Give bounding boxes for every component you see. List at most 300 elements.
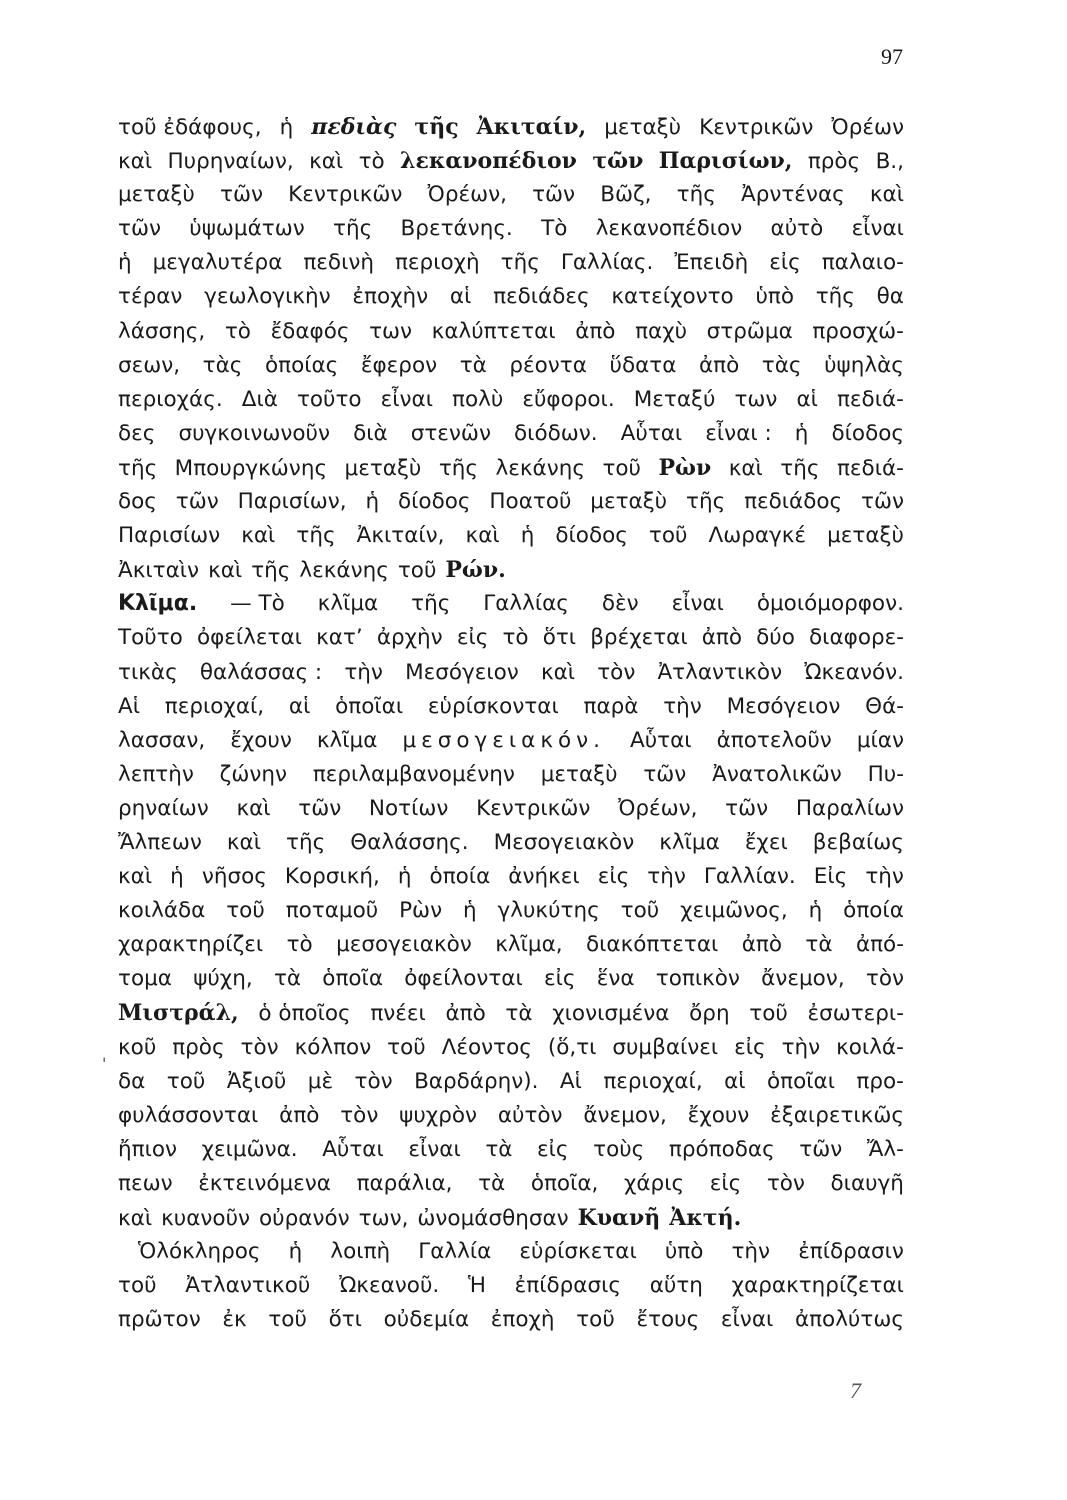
word: τῆς <box>296 523 336 549</box>
text-line <box>118 144 904 178</box>
word: τομα <box>118 966 172 992</box>
text-line <box>118 1303 904 1337</box>
text-line <box>118 996 904 1030</box>
word: αὕτη <box>649 1273 703 1299</box>
word: Παρισίων, <box>237 489 347 515</box>
word: ἡ <box>520 523 535 549</box>
word: κλῖμα, <box>495 932 563 958</box>
word: Βρετάνης. <box>400 216 513 242</box>
word: Ὀρέων, <box>427 182 507 208</box>
word: καὶ <box>236 795 271 821</box>
word: κοῦ <box>118 1034 157 1060</box>
word: Ρών. <box>445 557 506 584</box>
word: ἡ <box>170 864 184 890</box>
word: λεπτὴν <box>118 761 194 787</box>
word: τὴν <box>781 1034 821 1060</box>
word: Ἡ <box>467 1273 486 1299</box>
word: Παρισίων, <box>658 148 793 175</box>
word: σεων, <box>118 352 181 378</box>
word: ὀφείλεται <box>196 625 302 651</box>
word: γεωλογικὴν <box>204 284 331 310</box>
word: Μεταξύ <box>633 386 716 412</box>
word: ἀπὸ <box>279 1102 320 1128</box>
word: ἡ <box>288 1239 303 1265</box>
word: ἐκτεινόμενα <box>198 1170 331 1196</box>
word: τῆς <box>676 182 716 208</box>
text-line <box>118 1269 904 1303</box>
word: εἰς <box>537 1136 569 1162</box>
word: παχὺ <box>635 318 688 344</box>
word: χιονισμένα <box>552 1001 670 1027</box>
word: δίοδος <box>831 420 904 446</box>
word: τὸν <box>354 1068 393 1094</box>
word: Ἀκιταίν, <box>356 523 445 549</box>
word: Ἄλπεων <box>118 829 202 855</box>
word: ἀπὸ <box>445 1001 486 1027</box>
word: Μεσογειακὸν <box>493 829 635 855</box>
word: τῶν <box>643 761 687 787</box>
word: μεταξὺ <box>540 761 618 787</box>
word: μεταξὺ <box>604 115 682 140</box>
word: τέραν <box>118 284 183 310</box>
word: συγκοινωνοῦν <box>178 420 330 446</box>
word: πρόποδας <box>668 1136 775 1162</box>
word: Μπουργκώνης <box>174 455 328 481</box>
word: δύο <box>756 625 795 651</box>
word: διαυγῆ <box>830 1170 904 1196</box>
word: Κεντρικῶν <box>476 795 591 821</box>
text-line <box>118 1065 904 1099</box>
word: θαλάσσας : <box>199 659 323 685</box>
word: τὴν <box>663 693 702 719</box>
word: ἔχει <box>744 829 788 855</box>
word: Τὸ <box>541 216 568 242</box>
word: αἱ <box>796 386 818 412</box>
word: εἰς <box>734 1034 766 1060</box>
word: τὰ <box>478 1170 506 1196</box>
word: μὲ <box>307 1068 334 1094</box>
word: καὶ <box>728 455 763 481</box>
word: τὰ <box>805 932 833 958</box>
word: ὠνομάσθησαν <box>417 1206 569 1231</box>
word: τοῦ <box>268 1307 307 1333</box>
word: Πυρηναίων, <box>167 149 294 175</box>
word: ἔφερον <box>360 352 438 378</box>
word: πρῶτον <box>118 1307 201 1333</box>
word: εἰς <box>543 966 576 992</box>
word: τοπικὸν <box>655 966 740 992</box>
word: Γαλλία <box>418 1239 492 1265</box>
signature-mark: 7 <box>850 1378 861 1403</box>
word: μεσογειακόν. <box>402 727 605 753</box>
margin-mark: ' <box>102 1054 107 1073</box>
word: πεδινὴ <box>303 250 374 276</box>
word: Λέοντος <box>441 1034 532 1060</box>
word: στρῶμα <box>706 318 793 344</box>
word: ἀρχὴν <box>376 625 443 651</box>
word: Ἀκιταὶν <box>118 558 200 584</box>
text-line <box>118 349 904 383</box>
word: αἱ <box>724 1068 746 1094</box>
word: ὁποίας <box>264 352 339 378</box>
word: εἶναι <box>380 386 433 412</box>
text-block <box>118 110 904 1337</box>
word: βρέχεται <box>590 625 688 651</box>
word: τῶν <box>298 795 342 821</box>
text-line <box>118 894 904 928</box>
word: τὰς <box>761 352 802 378</box>
word: ἐκ <box>222 1307 247 1333</box>
word: δὲν <box>601 591 639 617</box>
word: Κυανῆ <box>577 1205 661 1231</box>
word: τοῦτο <box>296 386 362 412</box>
word: ὁποῖα, <box>530 1170 599 1196</box>
word: ἀπὸ <box>698 352 740 378</box>
word: Ὠκεανόν. <box>804 659 904 685</box>
word: των <box>734 386 778 412</box>
word: δες <box>118 420 156 446</box>
word: λεκάνης <box>299 558 389 584</box>
word: ἐξαιρετικῶς <box>770 1102 904 1128</box>
word: πρὸς <box>807 149 861 175</box>
word: τῆς <box>118 455 158 481</box>
word: Βῶζ, <box>600 182 652 208</box>
word: τοὺς <box>593 1136 645 1162</box>
word: λασσαν, <box>118 727 206 753</box>
text-line <box>118 656 904 690</box>
word: Νοτίων <box>368 795 449 821</box>
word: ὁ ὁποῖος <box>258 1001 351 1027</box>
word: Μεσόγειον <box>405 659 519 685</box>
word: τοῦ <box>166 1068 206 1094</box>
word: τὰ <box>485 1136 513 1162</box>
word: τὸ <box>502 625 529 651</box>
word: ὁμοιόμορφον. <box>756 591 904 617</box>
word: ἡ <box>462 898 477 924</box>
word: τὸν <box>597 659 636 685</box>
word: τῆς <box>780 455 820 481</box>
word: Θά- <box>865 693 904 719</box>
word: τοῦ <box>620 898 660 924</box>
word: ἐποχὴν <box>352 284 429 310</box>
word: καὶ <box>309 149 344 175</box>
word: Μεσόγειον <box>726 693 841 719</box>
word: πεδιά- <box>836 386 904 412</box>
word: εὑρίσκονται <box>427 693 559 719</box>
word: χαρακτηρίζεται <box>731 1273 904 1299</box>
word: γλυκύτης <box>497 898 600 924</box>
word: τὸ <box>286 932 313 958</box>
word: ὁποῖαι <box>335 693 404 719</box>
word: ὁποῖα <box>322 966 383 992</box>
word: ἄνεμον, <box>583 1102 667 1128</box>
word: περιοχαί, <box>164 693 265 719</box>
word: χάρις <box>623 1170 685 1196</box>
word: διὰ <box>353 420 388 446</box>
word: τῶν <box>532 182 576 208</box>
word: ἀποτελοῦν <box>716 727 832 753</box>
word: Κεντρικῶν <box>288 182 403 208</box>
word: περιοχάς. <box>118 386 223 412</box>
word: προ- <box>856 1068 904 1094</box>
word: τῆς <box>815 284 855 310</box>
word: Παραλίων <box>795 795 904 821</box>
word: καὶ <box>226 829 261 855</box>
word: πεδιὰς <box>311 114 397 140</box>
word: ἀπολύτως <box>794 1307 904 1333</box>
word: εἶναι <box>408 1136 461 1162</box>
word: εἶναι <box>851 216 904 242</box>
word: ὀφείλονται <box>404 966 523 992</box>
word: κλῖμα <box>317 591 379 617</box>
word: τὴν <box>344 659 383 685</box>
text-line <box>118 826 904 860</box>
word: ὕδατα <box>609 352 677 378</box>
word: τῶν <box>799 1136 843 1162</box>
word: των <box>369 318 413 344</box>
word: τῶν <box>175 489 219 515</box>
text-line <box>118 690 904 724</box>
word: Ἀξιοῦ <box>226 1068 287 1094</box>
word: ἔδαφός <box>270 318 350 344</box>
text-line <box>118 758 904 792</box>
word: κλῖμα <box>659 829 720 855</box>
word: κατ’ <box>316 625 363 651</box>
word: τοῦ <box>387 1034 426 1060</box>
word: Αὗται <box>630 727 692 753</box>
word: τὴν <box>865 864 904 890</box>
word: εὑρίσκεται <box>519 1239 637 1265</box>
word: τοῦ <box>648 523 688 549</box>
word: εἰς <box>769 250 801 276</box>
word: ὑψηλὰς <box>824 352 904 378</box>
word: ὑψωμάτων <box>189 216 305 242</box>
word: τῶν <box>861 489 904 515</box>
word: ὅτι <box>542 625 577 651</box>
word: τῆς <box>333 216 373 242</box>
word: Ἀνατολικῶν <box>712 761 842 787</box>
word: Γαλλίας. <box>560 250 654 276</box>
word: μεταξὺ <box>344 455 422 481</box>
word: ἕνα <box>596 966 635 992</box>
word: λεκανοπέδιον <box>595 216 743 242</box>
word: αἱ <box>449 284 472 310</box>
word: τοῦ <box>576 1307 615 1333</box>
text-line <box>118 587 904 621</box>
word: εἶναι <box>671 591 724 617</box>
word: ρέοντα <box>509 352 587 378</box>
text-line <box>118 928 904 962</box>
word: περιλαμβανομένην <box>312 761 515 787</box>
word: νῆσος <box>201 864 267 890</box>
word: ἀπὸ <box>575 318 616 344</box>
word: καλύπτεται <box>431 318 556 344</box>
word: τῆς <box>438 455 479 481</box>
word: Εἰς <box>813 864 848 890</box>
word: ζώνην <box>219 761 288 787</box>
word: κοιλά- <box>836 1034 904 1060</box>
word: Θαλάσσης. <box>350 829 469 855</box>
word: τὰ <box>459 352 487 378</box>
word: λεκανοπέδιον <box>400 148 577 175</box>
word: μίαν <box>856 727 904 753</box>
word: πεδιάδες <box>493 284 590 310</box>
word: ἐποχὴ <box>490 1307 555 1333</box>
word: κόλπον <box>294 1034 372 1060</box>
word: καὶ <box>208 558 243 584</box>
word: εἰς <box>709 1170 742 1196</box>
word: τοῦ <box>749 1001 788 1027</box>
word: ρηναίων <box>118 795 209 821</box>
text-line <box>118 315 904 349</box>
word: ὑπὸ <box>664 1239 704 1265</box>
word: χειμῶνος, <box>680 898 788 924</box>
word: τὰ <box>273 966 302 992</box>
word: αὐτὸν <box>497 1102 563 1128</box>
word: τὰς <box>202 352 243 378</box>
word: Ἐπειδὴ <box>674 250 749 276</box>
word: μεταξὺ <box>590 489 668 515</box>
word: τὸν <box>766 1170 805 1196</box>
word: Αἱ <box>559 1068 582 1094</box>
word: περιοχαί, <box>603 1068 703 1094</box>
word: Γαλλίας <box>483 591 569 617</box>
word: Β., <box>875 149 904 175</box>
word: ἡ <box>365 489 380 515</box>
text-line <box>118 724 904 758</box>
word: παλαιο- <box>821 250 904 276</box>
word: Μιστράλ, <box>118 1000 239 1027</box>
text-line <box>118 1201 904 1235</box>
word: Ἀρντένας <box>741 182 845 208</box>
word: Ποατοῦ <box>489 489 572 515</box>
word: συμβαίνει <box>612 1034 719 1060</box>
word: καὶ <box>465 523 500 549</box>
word: τὴν <box>731 1239 771 1265</box>
word: Ἀτλαντικὸν <box>657 659 783 685</box>
word: Αὗται <box>620 420 683 446</box>
word: προσχώ- <box>812 318 904 344</box>
word: Ἀκιταίν, <box>476 114 587 140</box>
word: ἄνεμον, <box>761 966 845 992</box>
word: πεδιά- <box>836 455 904 481</box>
text-line <box>118 178 904 212</box>
text-line <box>118 451 904 485</box>
word: ἔχουν <box>687 1102 750 1128</box>
word: τῆς <box>686 489 726 515</box>
word: Αἱ <box>118 693 140 719</box>
word: αἱ <box>288 693 311 719</box>
word: Αὗται <box>322 1136 384 1162</box>
word: Ὠκεανοῦ. <box>339 1273 440 1299</box>
text-line <box>118 553 904 587</box>
word: ἐπίδρασις <box>514 1273 621 1299</box>
word: ἡ <box>397 864 412 890</box>
word: καὶ <box>241 523 276 549</box>
word: τὸ <box>224 318 251 344</box>
word: καὶ <box>540 659 576 685</box>
word: καὶ <box>869 182 904 208</box>
word: Κεντρικῶν <box>699 115 814 140</box>
word: Ἄλ- <box>866 1136 904 1162</box>
word: δίοδος <box>398 489 471 515</box>
word: ὄρη <box>689 1001 730 1027</box>
word: ἡ <box>794 420 809 446</box>
word: εὔφοροι. <box>522 386 615 412</box>
word: τῶν <box>220 182 263 208</box>
word: ἐσωτερι- <box>807 1001 904 1027</box>
word: διακόπτεται <box>585 932 719 958</box>
word: ὑπὸ <box>755 284 794 310</box>
word: τὸ <box>358 149 385 175</box>
word: τοῦ ἐδάφους, <box>118 115 262 140</box>
word: τῶν <box>592 148 644 175</box>
word: στενῶν <box>410 420 491 446</box>
word: κατείχοντο <box>611 284 734 310</box>
word: ἀπὸ <box>701 625 743 651</box>
word: Ρὼν <box>399 898 443 924</box>
word: μεσογειακὸν <box>336 932 472 958</box>
text-line <box>118 1167 904 1201</box>
text-line <box>118 383 904 417</box>
word: τὸν <box>865 966 904 992</box>
word: τοῦ <box>602 455 641 481</box>
word: τὰ <box>505 1001 533 1027</box>
word: μεγαλυτέρα <box>152 250 283 276</box>
word: Κορσική, <box>284 864 380 890</box>
word: τῶν <box>118 216 161 242</box>
word: ἡ <box>808 898 823 924</box>
word: πολὺ <box>452 386 504 412</box>
word: τῆς <box>414 114 459 140</box>
word: φυλάσσονται <box>118 1102 259 1128</box>
word: ὁποία <box>843 898 904 924</box>
text-line <box>118 860 904 894</box>
text-line <box>118 1031 904 1065</box>
word: λεκάνης <box>495 455 585 481</box>
word: βεβαίως <box>812 829 904 855</box>
word: πρὸς <box>172 1034 225 1060</box>
word: παρὰ <box>583 693 639 719</box>
word: Γαλλίαν. <box>703 864 796 890</box>
word: ψυχρὸν <box>399 1102 478 1128</box>
word: Ὁλόκληρος <box>138 1239 261 1265</box>
word: τὴν <box>647 864 686 890</box>
word: ἐπίδρασιν <box>798 1239 904 1265</box>
word: εἰς <box>597 864 630 890</box>
word: Παρισίων <box>118 523 221 549</box>
word: Ρὼν <box>658 454 712 481</box>
word: Διὰ <box>241 386 278 412</box>
word: — Τὸ <box>230 591 285 617</box>
text-line <box>118 519 904 553</box>
text-line <box>118 212 904 246</box>
word: κλῖμα <box>316 727 378 753</box>
word: ἔτους <box>636 1307 700 1333</box>
word: ἀνήκει <box>508 864 580 890</box>
word: Ὀρέων, <box>618 795 698 821</box>
word: ὅτι <box>328 1307 362 1333</box>
word: καὶ <box>118 149 153 175</box>
text-line <box>118 280 904 314</box>
word: ἀπὸ <box>741 932 782 958</box>
word: εἰς <box>456 625 489 651</box>
word: λοιπὴ <box>330 1239 391 1265</box>
text-line <box>118 246 904 280</box>
word: πνέει <box>370 1001 426 1027</box>
word: των, <box>358 1206 409 1231</box>
word: ἀπό- <box>855 932 904 958</box>
